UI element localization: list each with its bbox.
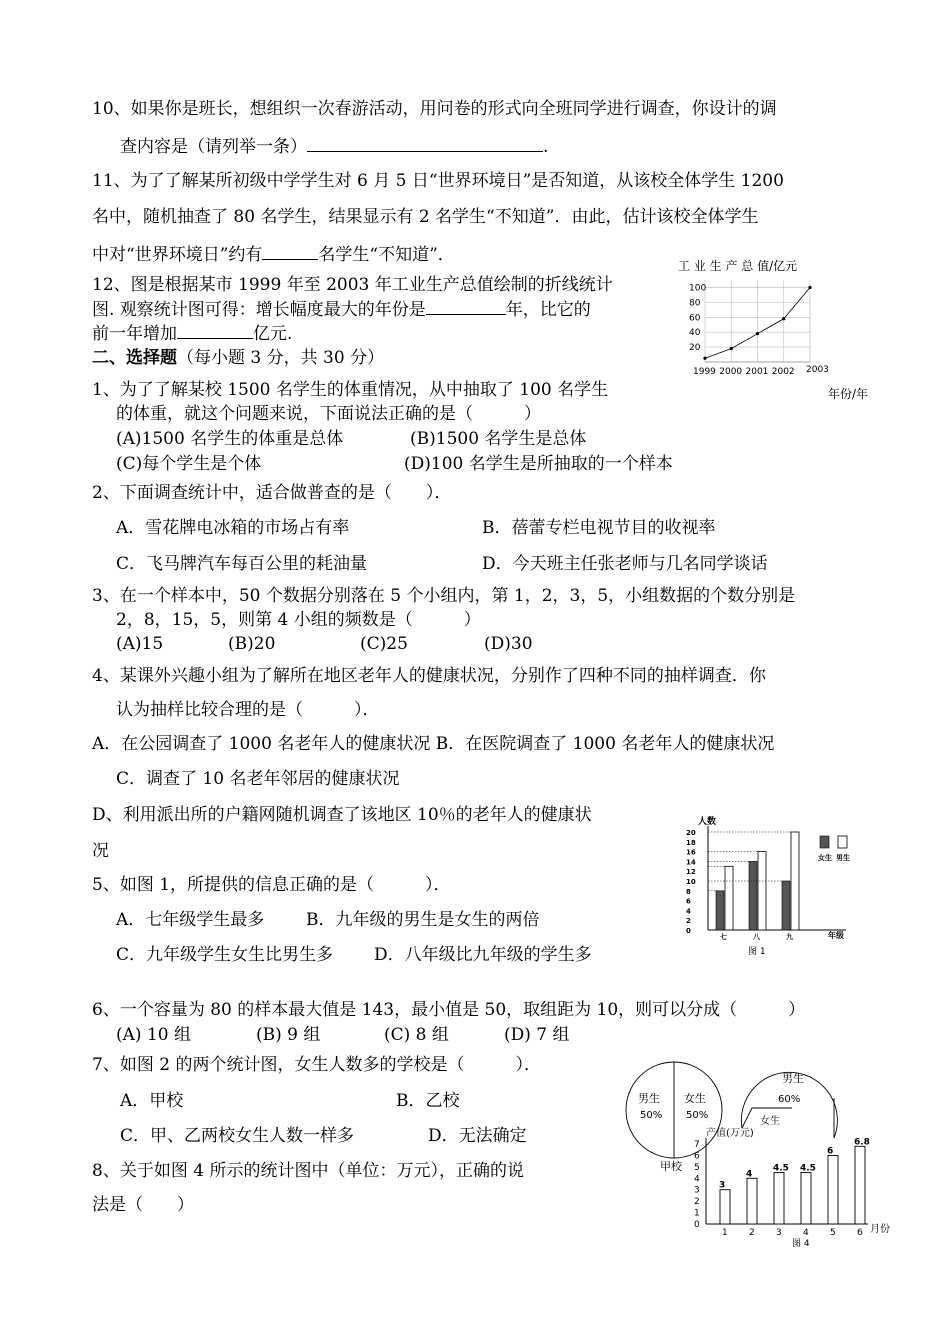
q3-option-a[interactable]: (A)15 [116,634,164,654]
bar4-y-tick: 1 [694,1208,700,1219]
q11-line3 [92,241,455,267]
line-point [730,347,733,350]
bar4-category-label: 3 [776,1228,782,1238]
bar1-male-bar [725,866,733,930]
bar4-y-tick: 3 [694,1185,700,1196]
bar4-xlabel: 月份 [870,1224,890,1235]
legend-male-swatch [838,836,847,848]
line-y-tick: 100 [689,283,707,294]
q10-text: 查内容是（请列举一条） [120,137,307,157]
q12-text-c: 前一年增加 [92,324,177,344]
legend-female-swatch [820,836,829,848]
bar1-y-tick: 20 [686,829,696,837]
pie-jia-male-pct: 50% [640,1110,663,1121]
line-x-tick: 1999 [693,367,716,377]
pie-jia-male-label: 男生 [638,1092,660,1105]
bar1-y-tick: 16 [686,848,696,857]
bar1-y-tick: 2 [686,917,691,926]
q3-option-b[interactable]: (B)20 [228,634,276,654]
bar1-category-label: 八 [753,933,760,941]
q1-option-b[interactable]: (B)1500 名学生是总体 [410,429,587,449]
q7-stem: 7、如图 2 的两个统计图，女生人数多的学校是（ ）． [92,1055,541,1075]
bar4-category-label: 1 [722,1228,728,1238]
bar4-bar [828,1155,838,1224]
bar4-y-tick: 7 [694,1140,700,1150]
q1-option-d[interactable]: (D)100 名学生是所抽取的一个样本 [404,454,673,474]
q2-option-b[interactable]: B．蓓蕾专栏电视节目的收视率 [482,518,716,538]
line-point [782,317,785,320]
bar1-y-tick: 10 [686,878,696,886]
line-point [756,332,759,335]
q12-text-a: 图. 观察统计图可得：增长幅度最大的年份是 [92,300,426,320]
bar1-y-tick: 4 [686,907,691,916]
pie-yi-male-label: 男生 [782,1072,804,1085]
bar1-y-tick: 18 [686,838,696,847]
bar4-bar [774,1173,784,1224]
q2-option-d[interactable]: D．今天班主任张老师与几名同学谈话 [482,554,768,574]
bar4-y-tick: 5 [694,1162,700,1173]
line-chart-xlabel: 年份/年 [828,387,869,401]
q7-option-d[interactable]: D．无法确定 [428,1126,527,1146]
q5-option-b[interactable]: B．九年级的男生是女生的两倍 [306,910,540,930]
q3-stem2: 2，8，15，5，则第 4 小组的频数是（ ） [116,610,481,630]
q11-line1: 11、为了了解某所初级中学学生对 6 月 5 日“世界环境日”是否知道，从该校全体学生 1200 [92,171,784,191]
bar4-value-label: 3 [719,1180,726,1191]
q7-option-a[interactable]: A．甲校 [120,1091,184,1111]
q3-stem1: 3、在一个样本中，50 个数据分别落在 5 个小组内，第 1，2，3，5，小组数据的个数分别是 [92,586,796,606]
line-y-tick: 80 [689,298,701,309]
q5-stem: 5、如图 1，所提供的信息正确的是（ ）． [92,875,451,895]
q4-option-ab[interactable]: A．在公园调查了 1000 名老年人的健康状况 B．在医院调查了 1000 名老年人的健康状况 [92,734,775,754]
q12-text-b: 年，比它的 [505,300,591,320]
q5-option-a[interactable]: A．七年级学生最多 [116,910,265,930]
bar4-category-label: 4 [803,1228,809,1238]
q12-line2 [92,296,591,322]
q1-option-c[interactable]: (C)每个学生是个体 [116,454,262,474]
section-note: （每小题 3 分，共 30 分） [177,348,385,368]
q11-answer-blank[interactable] [262,241,318,260]
q1-option-a[interactable]: (A)1500 名学生的体重是总体 [116,429,344,449]
legend-female-label: 女生 [818,854,832,862]
q2-option-c[interactable]: C．飞马牌汽车每百公里的耗油量 [116,554,368,574]
q12-amount-blank[interactable] [177,320,253,339]
q4-option-c[interactable]: C．调查了 10 名老年邻居的健康状况 [116,769,400,789]
line-y-tick: 60 [689,313,701,324]
q12-text-d: 亿元. [253,324,293,344]
q1-stem2: 的体重，就这个问题来说，下面说法正确的是（ ） [116,404,541,424]
bar4-y-tick: 0 [694,1220,700,1230]
bar1-y-tick: 12 [686,868,696,877]
bar4-value-label: 4.5 [800,1163,816,1174]
bar4-y-tick: 6 [694,1151,700,1162]
bar1-female-bar [749,861,757,930]
bar1-caption: 图 1 [748,947,766,957]
bar1-ylabel: 人数 [698,817,717,827]
line-x-tick: 2001 [745,367,769,377]
bar4-value-label: 6 [827,1146,834,1157]
bar4-bar [720,1190,730,1224]
q5-option-c[interactable]: C．九年级学生女生比男生多 [116,945,334,965]
q12-line3 [92,320,292,346]
q8-stem1: 8、关于如图 4 所示的统计图中（单位：万元），正确的说 [92,1161,524,1181]
bar1-female-bar [782,881,790,930]
q3-option-d[interactable]: (D)30 [484,634,533,654]
q12-year-blank[interactable] [426,296,506,315]
line-y-tick: 20 [689,343,701,354]
bar4-y-tick: 2 [694,1197,700,1208]
section-heading: 二、选择题 [92,348,177,368]
line-chart-title: 工 业 生 产 总 值/亿元 [678,259,798,273]
bar4-bar [801,1173,811,1224]
bar1-y-tick: 14 [686,858,696,867]
q4-option-d2: 况 [92,841,109,861]
bar4-value-label: 6.8 [854,1137,870,1148]
bar4-bar [747,1178,757,1224]
industrial-output-line-chart [660,250,875,405]
q5-option-d[interactable]: D．八年级比九年级的学生多 [374,945,592,965]
grade-bar-chart [676,812,856,958]
line-x-tick: 2000 [719,367,743,377]
bar4-ylabel: 产值(万元) [706,1128,754,1139]
q11-text-a: 中对“世界环境日”约有 [92,245,263,265]
bar4-category-label: 5 [830,1228,836,1238]
pie-jia-female-pct: 50% [686,1110,709,1121]
q6-option-c[interactable]: (C) 8 组 [384,1025,449,1045]
line-x-tick: 2003 [806,365,829,375]
q4-option-d1[interactable]: D、利用派出所的户籍网随机调查了该地区 10％的老年人的健康状 [92,805,592,825]
bar1-male-bar [758,852,766,930]
q6-option-a[interactable]: (A) 10 组 [116,1025,191,1045]
q10-line2 [120,133,548,159]
q4-stem1: 4、某课外兴趣小组为了解所在地区老年人的健康状况，分别作了四种不同的抽样调查．你 [92,666,766,686]
legend-male-label: 男生 [836,854,850,862]
q3-option-c[interactable]: (C)25 [360,634,408,654]
bar1-xlabel: 年级 [828,931,844,940]
bar1-y-tick: 0 [686,927,691,935]
q4-stem2: 认为抽样比较合理的是（ ）． [116,700,380,720]
bar4-bar [855,1146,865,1224]
pie-yi-male-pct: 60% [778,1094,801,1105]
section-title [92,346,384,370]
bar1-y-tick: 8 [686,887,691,896]
bar4-y-tick: 4 [694,1174,700,1185]
q2-stem: 2、下面调查统计中，适合做普查的是（ ）． [92,483,452,503]
q10-answer-blank[interactable] [307,133,543,152]
line-point [703,357,706,360]
q6-option-d[interactable]: (D) 7 组 [504,1025,570,1045]
line-y-tick: 40 [689,328,701,339]
q11-text-b: 名学生“不知道”． [318,245,455,265]
bar1-y-tick: 6 [686,897,691,906]
q2-option-a[interactable]: A．雪花牌电冰箱的市场占有率 [116,518,350,538]
q6-stem: 6、一个容量为 80 的样本最大值是 143，最小值是 50，取组距为 10，则可以分成（ ） [92,1000,806,1020]
q7-option-c[interactable]: C．甲、乙两校女生人数一样多 [120,1126,355,1146]
bar1-male-bar [791,832,799,930]
bar4-category-label: 6 [857,1228,863,1238]
bar1-category-label: 九 [786,933,793,941]
bar1-female-bar [716,891,724,930]
q6-option-b[interactable]: (B) 9 组 [256,1025,321,1045]
bar4-category-label: 2 [749,1228,755,1238]
q10-line1: 10、如果你是班长，想组织一次春游活动，用问卷的形式向全班同学进行调查，你设计的调 [92,99,777,119]
bar4-value-label: 4 [746,1169,753,1180]
pie-jia-title: 甲校 [660,1160,682,1172]
pie-jia-female-label: 女生 [684,1092,706,1105]
bar1-category-label: 七 [720,933,727,941]
bar4-value-label: 4.5 [773,1163,789,1174]
line-point [808,286,811,289]
q7-option-b[interactable]: B．乙校 [396,1091,460,1111]
q1-stem1: 1、为了了解某校 1500 名学生的体重情况，从中抽取了 100 名学生 [92,380,609,400]
q8-stem2: 法是（ ） [92,1195,194,1215]
line-x-tick: 2002 [771,367,795,377]
monthly-output-bar-chart [682,1124,896,1248]
pie-yi-female-label: 女生 [760,1116,780,1127]
bar4-caption: 图 4 [792,1239,810,1248]
q12-line1: 12、图是根据某市 1999 年至 2003 年工业生产总值绘制的折线统计 [92,275,613,295]
q10-end: . [543,137,549,157]
q11-line2: 名中，随机抽查了 80 名学生，结果显示有 2 名学生“不知道”．由此，估计该校全体学生 [92,207,759,227]
